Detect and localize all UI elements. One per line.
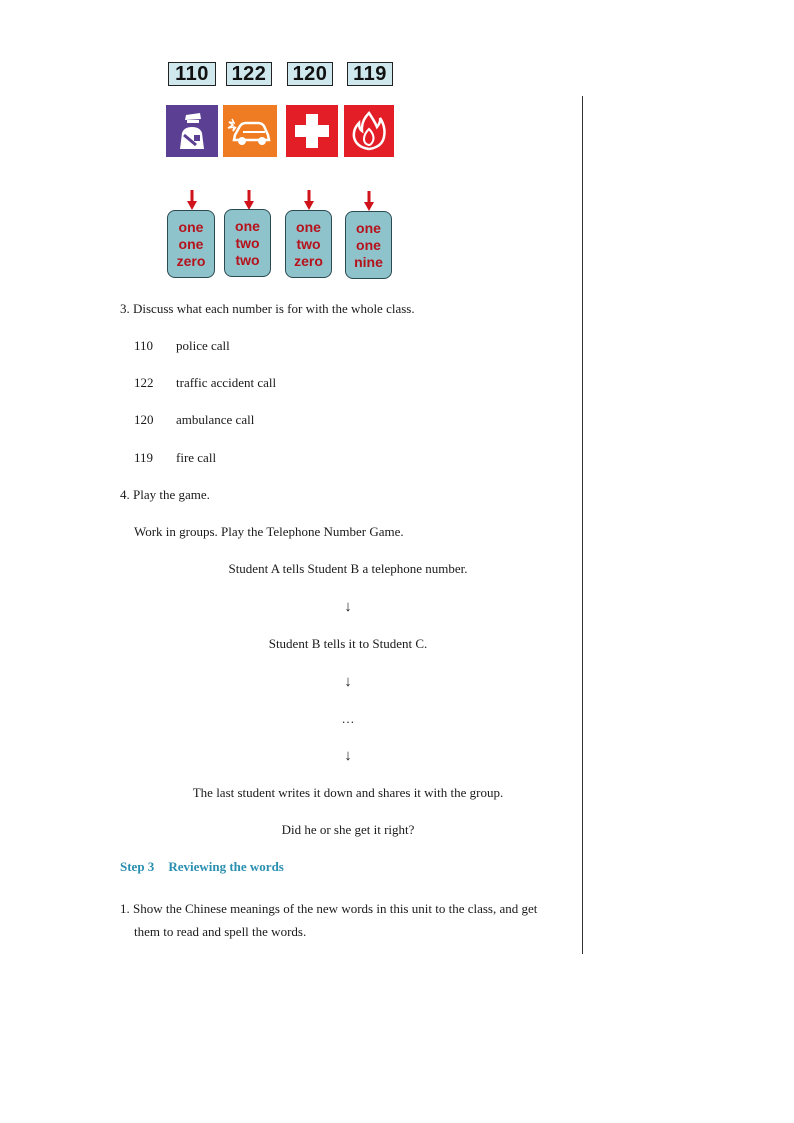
number-words-box (167, 210, 215, 278)
item-text-line-2: them to read and spell the words. (134, 924, 307, 939)
number-label: 110 (168, 62, 216, 86)
call-description: traffic accident call (176, 375, 277, 390)
number-words-box (345, 211, 392, 279)
game-step: Student A tells Student B a telephone number. (228, 561, 468, 576)
step-3-item-1 (120, 897, 578, 943)
number-word: one (178, 218, 204, 235)
number-words-box (285, 210, 332, 278)
number-word: zero (176, 252, 206, 269)
number-label: 122 (226, 62, 272, 86)
flow-down-arrow: ↓ (344, 748, 352, 764)
call-description: police call (176, 338, 230, 353)
section-3-title: 3. Discuss what each number is for with the whole class. (120, 301, 415, 316)
fire-icon (344, 105, 394, 157)
number-label: 119 (347, 62, 393, 86)
number-word: zero (294, 252, 323, 269)
call-number: 110 (134, 338, 154, 353)
number-word: one (356, 236, 381, 253)
call-number: 122 (134, 375, 154, 390)
number-label: 120 (287, 62, 333, 86)
section-4-intro: Work in groups. Play the Telephone Number Game. (134, 524, 404, 539)
number-word: one (235, 217, 260, 234)
number-word: one (356, 219, 381, 236)
game-step-ellipsis: … (341, 711, 355, 726)
call-number: 120 (134, 412, 154, 427)
item-text-line-1: 1. Show the Chinese meanings of the new words in this unit to the class, and get (120, 901, 538, 916)
call-number: 119 (134, 450, 154, 465)
number-word: one (296, 218, 321, 235)
call-description: fire call (176, 450, 217, 465)
car-accident-icon (223, 105, 277, 157)
game-question: Did he or she get it right? (281, 822, 415, 837)
flow-down-arrow: ↓ (344, 599, 352, 615)
down-arrow-icon (304, 190, 314, 210)
flow-down-arrow: ↓ (344, 674, 352, 690)
number-word: one (178, 235, 204, 252)
section-4-title: 4. Play the game. (120, 487, 210, 502)
down-arrow-icon (364, 191, 374, 211)
game-step: The last student writes it down and shares it with the group. (192, 785, 504, 800)
down-arrow-icon (244, 190, 254, 210)
number-word: two (296, 235, 321, 252)
number-word: two (235, 251, 260, 268)
down-arrow-icon (187, 190, 197, 210)
number-word: two (235, 234, 260, 251)
step-label: Step 3 (120, 859, 155, 874)
step-3-heading (120, 859, 284, 875)
medical-cross-icon (286, 105, 338, 157)
number-words-box (224, 209, 271, 277)
game-step: Student B tells it to Student C. (268, 636, 428, 651)
margin-rule (582, 96, 583, 954)
number-word: nine (354, 253, 383, 270)
step-title: Reviewing the words (168, 859, 284, 874)
police-officer-icon (166, 105, 218, 157)
call-description: ambulance call (176, 412, 255, 427)
emergency-numbers-figure (0, 0, 582, 290)
